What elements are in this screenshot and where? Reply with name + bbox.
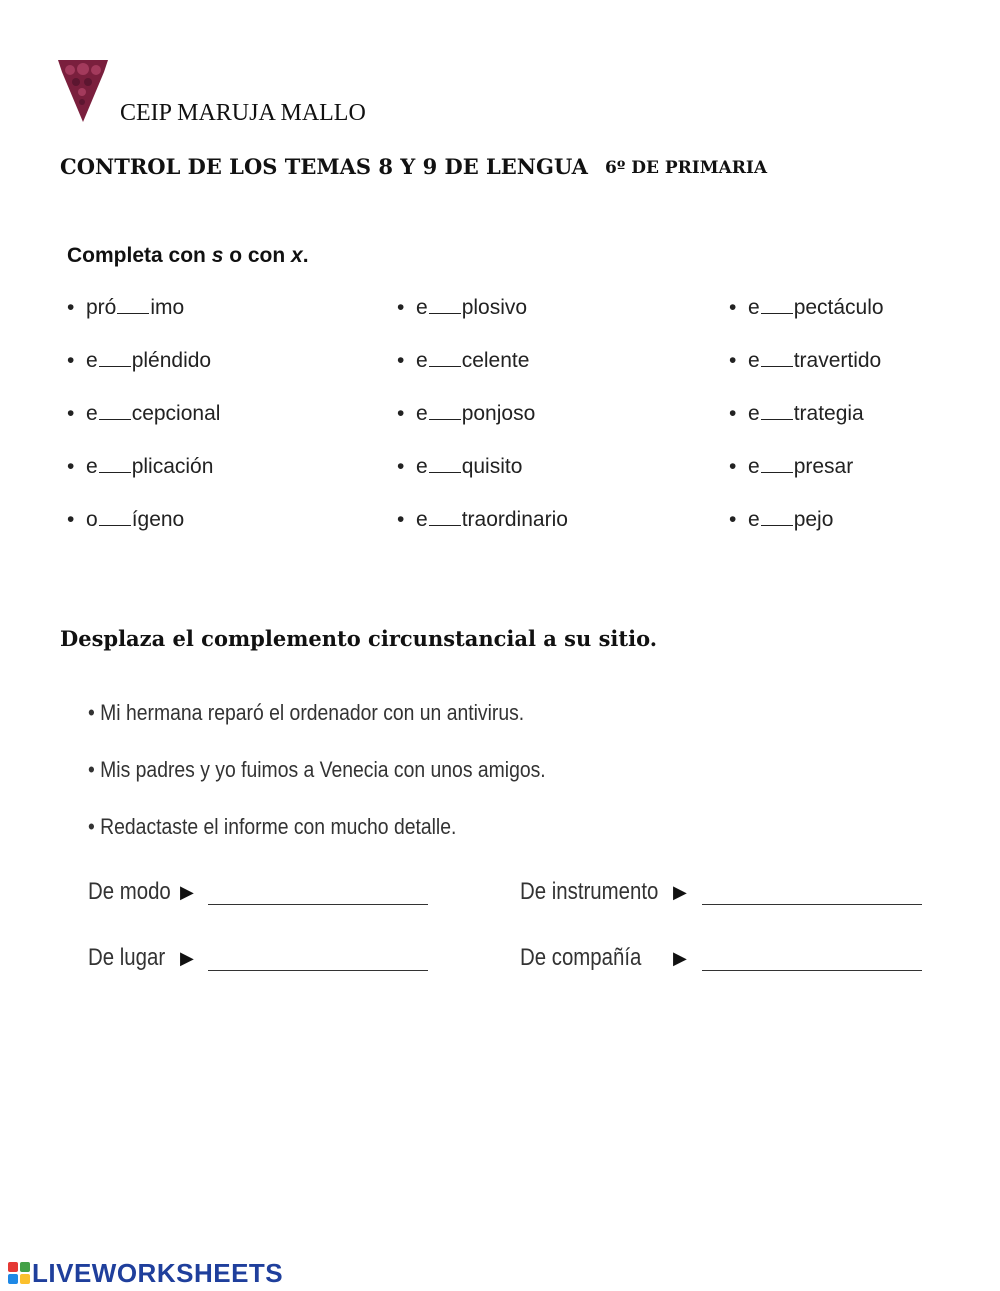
page-title: CONTROL DE LOS TEMAS 8 Y 9 DE LENGUA [60, 154, 588, 179]
grade-label: 6º DE PRIMARIA [605, 158, 768, 178]
word-item: • e plosivo [397, 296, 528, 319]
exercise1-title: Completa con s o con x. [67, 244, 309, 267]
word-item: • e pectáculo [729, 296, 884, 319]
word-column [397, 296, 568, 561]
exercise2-title: Desplaza el complemento circunstancial a su sitio. [60, 626, 658, 651]
word-item: • e quisito [397, 455, 523, 478]
arrow-right-icon: ▶ [180, 882, 194, 902]
answer-label: De modo [88, 878, 171, 905]
word-item: • e presar [729, 455, 854, 478]
liveworksheets-logo-icon [8, 1262, 30, 1284]
word-item: • pró imo [67, 296, 185, 319]
blank-field[interactable] [761, 299, 793, 314]
blank-field[interactable] [761, 458, 793, 473]
sentence-item: • Redactaste el informe con mucho detalle. [88, 814, 457, 839]
word-item: • o ígeno [67, 508, 185, 531]
brand-name: LIVEWORKSHEETS [32, 1258, 284, 1288]
word-item: • e pejo [729, 508, 834, 531]
blank-field[interactable] [761, 352, 793, 367]
arrow-right-icon: ▶ [673, 948, 687, 968]
word-item: • e travertido [729, 349, 882, 372]
word-item: • e pléndido [67, 349, 212, 372]
answer-label: De instrumento [520, 878, 659, 905]
answer-label: De compañía [520, 944, 642, 971]
answer-drop-field-lugar[interactable] [208, 970, 428, 971]
blank-field[interactable] [429, 458, 461, 473]
sentence-item: • Mis padres y yo fuimos a Venecia con unos amigos. [88, 757, 546, 782]
sentence-list [88, 700, 608, 871]
word-item: • e ponjoso [397, 402, 536, 425]
school-logo-icon [56, 58, 110, 124]
school-name: CEIP MARUJA MALLO [120, 100, 366, 126]
word-item: • e plicación [67, 455, 214, 478]
arrow-right-icon: ▶ [180, 948, 194, 968]
blank-field[interactable] [99, 458, 131, 473]
blank-field[interactable] [429, 352, 461, 367]
blank-field[interactable] [429, 405, 461, 420]
word-item: • e celente [397, 349, 530, 372]
word-column [67, 296, 220, 561]
blank-field[interactable] [429, 299, 461, 314]
answer-drop-field-compania[interactable] [702, 970, 922, 971]
word-item: • e traordinario [397, 508, 568, 531]
blank-field[interactable] [429, 511, 461, 526]
word-item: • e trategia [729, 402, 864, 425]
answer-label: De lugar [88, 944, 166, 971]
blank-field[interactable] [99, 511, 131, 526]
word-item: • e cepcional [67, 402, 221, 425]
blank-field[interactable] [99, 405, 131, 420]
word-column [729, 296, 884, 561]
arrow-right-icon: ▶ [673, 882, 687, 902]
blank-field[interactable] [99, 352, 131, 367]
blank-field[interactable] [117, 299, 149, 314]
blank-field[interactable] [761, 511, 793, 526]
blank-field[interactable] [761, 405, 793, 420]
answer-drop-field-modo[interactable] [208, 904, 428, 905]
sentence-item: • Mi hermana reparó el ordenador con un antivirus. [88, 700, 525, 725]
answer-drop-field-instrumento[interactable] [702, 904, 922, 905]
